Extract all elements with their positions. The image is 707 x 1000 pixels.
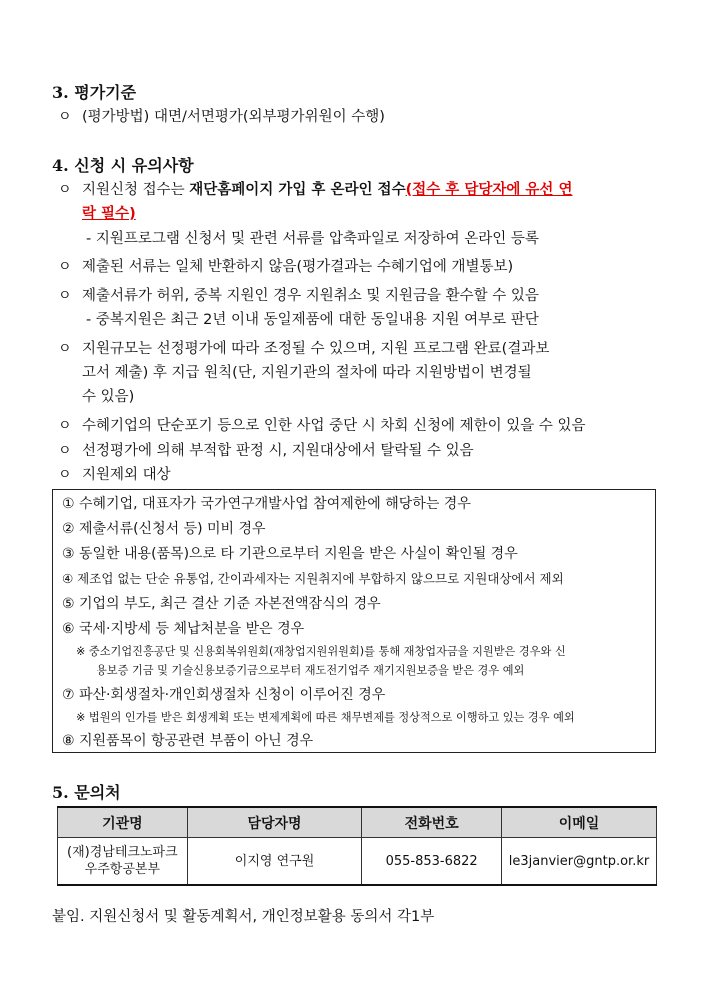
item-text: 수혜기업의 단순포기 등으로 인한 사업 중단 시 차회 신청에 제한이 있을 수 있음: [82, 418, 586, 434]
exclusion-item: ⑦ 파산·회생절차·개인회생절차 신청이 이루어진 경우: [62, 687, 386, 703]
item-text: 지원규모는 선정평가에 따라 조정될 수 있으며, 지원 프로그램 완료(결과보: [82, 341, 550, 357]
sub-item-text: - 지원프로그램 신청서 및 관련 서류를 압축파일로 저장하여 온라인 등록: [86, 231, 539, 247]
org-cell: [58, 838, 188, 886]
exclusion-item: ⑧ 지원품목이 항공관련 부품이 아닌 경우: [62, 733, 314, 749]
section-3-heading: 3. 평가기준: [52, 83, 137, 102]
section-4-heading: 4. 신청 시 유의사항: [52, 156, 194, 175]
email-cell: le3janvier@gntp.or.kr: [502, 838, 657, 886]
attachment-note: 붙임. 지원신청서 및 활동계획서, 개인정보활용 동의서 각1부: [52, 909, 435, 925]
table-header: 전화번호: [362, 807, 502, 838]
table-header: 이메일: [502, 807, 657, 838]
emphasis-text: 재단홈페이지 가입 후 온라인 접수: [189, 182, 406, 198]
item-text: 제출서류가 허위, 중복 지원인 경우 지원취소 및 지원금을 환수할 수 있음: [82, 288, 539, 304]
person-cell: 이지영 연구원: [187, 838, 362, 886]
item-text: 선정평가에 의해 부적합 판정 시, 지원대상에서 탈락될 수 있음: [82, 443, 474, 459]
bullet: ㅇ: [58, 182, 72, 198]
table-header-row: [58, 807, 657, 838]
item-text: 고서 제출) 후 지급 원칙(단, 지원기관의 절차에 따라 지원방법이 변경될: [82, 365, 532, 381]
bullet: ㅇ: [58, 467, 72, 483]
exclusion-note: 용보증 기금 및 기술신용보증기금으로부터 재도전기업주 재기지원보증을 받은 경우 예외: [96, 664, 525, 677]
table-row: [58, 838, 657, 886]
table-header: 기관명: [58, 807, 188, 838]
item-text: 지원신청 접수는: [82, 182, 190, 198]
contact-table: [57, 806, 657, 886]
bullet: ㅇ: [58, 109, 72, 125]
bullet: ㅇ: [58, 443, 72, 459]
exclusion-item: ⑥ 국세·지방세 등 체납처분을 받은 경우: [62, 621, 305, 637]
item-text: 제출된 서류는 일체 반환하지 않음(평가결과는 수혜기업에 개별통보): [82, 259, 514, 275]
exclusion-item: ③ 동일한 내용(품목)으로 타 기관으로부터 지원을 받은 사실이 확인될 경우: [62, 546, 518, 562]
item-text: 수 있음): [82, 389, 135, 405]
item-text: (평가방법) 대면/서면평가(외부평가위원이 수행): [82, 109, 385, 125]
org-name: (재)경남테크노파크: [67, 845, 178, 860]
section-5-heading: 5. 문의처: [52, 783, 121, 802]
exclusion-note: ※ 법원의 인가를 받은 회생계획 또는 변제계획에 따른 채무변제를 정상적으로 이행하고 있는 경우 예외: [76, 711, 575, 724]
item-text: 지원제외 대상: [82, 467, 171, 483]
org-dept: 우주항공본부: [84, 862, 161, 877]
phone-cell: 055-853-6822: [362, 838, 502, 886]
sub-item-text: - 중복지원은 최근 2년 이내 동일제품에 대한 동일내용 지원 여부로 판단: [86, 312, 539, 328]
warning-text: 락 필수): [82, 206, 136, 222]
warning-text: (접수 후 담당자에 유선 연: [405, 182, 573, 198]
exclusion-item: ① 수혜기업, 대표자가 국가연구개발사업 참여제한에 해당하는 경우: [62, 496, 471, 512]
bullet: ㅇ: [58, 341, 72, 357]
exclusion-item: ⑤ 기업의 부도, 최근 결산 기준 자본전액잠식의 경우: [62, 596, 381, 612]
table-header: 담당자명: [187, 807, 362, 838]
bullet: ㅇ: [58, 288, 72, 304]
exclusion-item: ② 제출서류(신청서 등) 미비 경우: [62, 521, 266, 537]
bullet: ㅇ: [58, 418, 72, 434]
exclusion-item: ④ 제조업 없는 단순 유통업, 간이과세자는 지원취지에 부합하지 않으므로 지원대상에서 제외: [62, 571, 564, 586]
exclusion-note: ※ 중소기업진흥공단 및 신용회복위원회(재창업지원위원회)를 통해 재창업자금을 지원받은 경우와 신: [76, 645, 566, 658]
bullet: ㅇ: [58, 259, 72, 275]
